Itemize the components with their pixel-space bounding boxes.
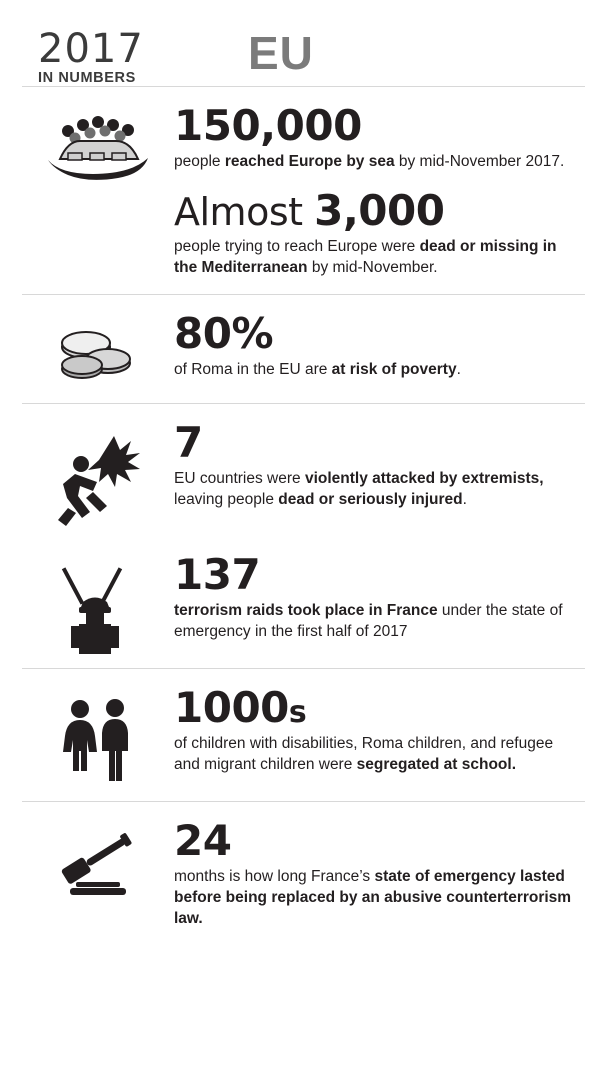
text-part: under the state of emergency in the first half of 2017: [174, 602, 563, 640]
section-attacks: [0, 404, 607, 546]
text-part-bold: reached Europe by sea: [224, 152, 395, 170]
stat-description: [174, 601, 574, 642]
text-part: by mid-November.: [307, 258, 438, 276]
coins-icon: [22, 311, 174, 387]
text-part: .: [462, 490, 467, 508]
text-part: people: [174, 152, 225, 170]
section-emergency-law-text: [174, 818, 577, 929]
section-raids: [0, 546, 607, 668]
section-emergency-law: [0, 802, 607, 945]
text-part: leaving people: [174, 490, 279, 508]
stat-description: [174, 734, 574, 775]
stat-value: [174, 550, 577, 600]
text-part-bold: dead or seriously injured: [278, 490, 463, 508]
two-children-icon: [22, 685, 174, 785]
page-subtitle: IN NUMBERS: [38, 70, 136, 86]
stat-number: 3,000: [314, 186, 445, 236]
section-poverty: [0, 295, 607, 403]
section-raids-text: [174, 552, 577, 642]
stat-value: [174, 101, 577, 150]
stat-description: [174, 360, 574, 381]
text-part: people trying to reach Europe were: [174, 238, 420, 256]
text-part: of Roma in the EU are: [174, 361, 332, 379]
stat-value: [174, 683, 577, 733]
section-education-text: [174, 685, 577, 775]
stat-number: 24: [174, 816, 232, 866]
person-attacked-icon: [22, 420, 174, 530]
text-part-bold: dead or missing in the Mediterranean: [174, 238, 557, 276]
stat-suffix: s: [288, 695, 307, 731]
stat-value: [174, 309, 577, 359]
stat-number: 150,000: [174, 101, 362, 150]
refugee-boat-icon: [22, 103, 174, 183]
text-part: months is how long France’s: [174, 868, 375, 886]
text-part: EU countries were: [174, 470, 305, 488]
stat-description: [174, 469, 574, 510]
text-part-bold: segregated at school.: [356, 755, 517, 773]
stat-value: [174, 816, 577, 866]
section-attacks-text: [174, 420, 577, 510]
text-part: by mid-November 2017.: [394, 152, 565, 170]
text-part-bold: terrorism raids took place in France: [174, 602, 438, 620]
header: [0, 0, 607, 86]
section-education: [0, 669, 607, 801]
stat-number: 80%: [174, 309, 274, 359]
police-raid-icon: [22, 552, 174, 658]
sub-entry: [174, 186, 577, 278]
stat-value: [174, 186, 577, 236]
year-block: [38, 28, 188, 86]
text-part: .: [456, 361, 461, 379]
text-part-bold: violently attacked by extremists,: [304, 470, 544, 488]
stat-number: 1000: [174, 683, 289, 733]
gavel-icon: [22, 818, 174, 908]
stat-value: [174, 418, 577, 468]
section-refugees: [0, 87, 607, 294]
text-part-bold: state of emergency lasted before being replaced by an abusive counterterrorism law.: [174, 868, 572, 927]
stat-prefix: Almost: [174, 190, 315, 235]
text-part: of children with disabilities, Roma children, and refugee and migrant children were: [174, 735, 554, 773]
stat-number: 137: [174, 550, 261, 600]
stat-description: [174, 237, 574, 278]
page-title-year: 2017: [38, 26, 144, 72]
stat-description: [174, 152, 574, 173]
region-label: EU: [248, 27, 314, 79]
section-poverty-text: [174, 311, 577, 380]
text-part-bold: at risk of poverty: [331, 361, 457, 379]
stat-description: [174, 867, 574, 929]
section-refugees-text: [174, 103, 577, 278]
stat-number: 7: [174, 418, 203, 468]
